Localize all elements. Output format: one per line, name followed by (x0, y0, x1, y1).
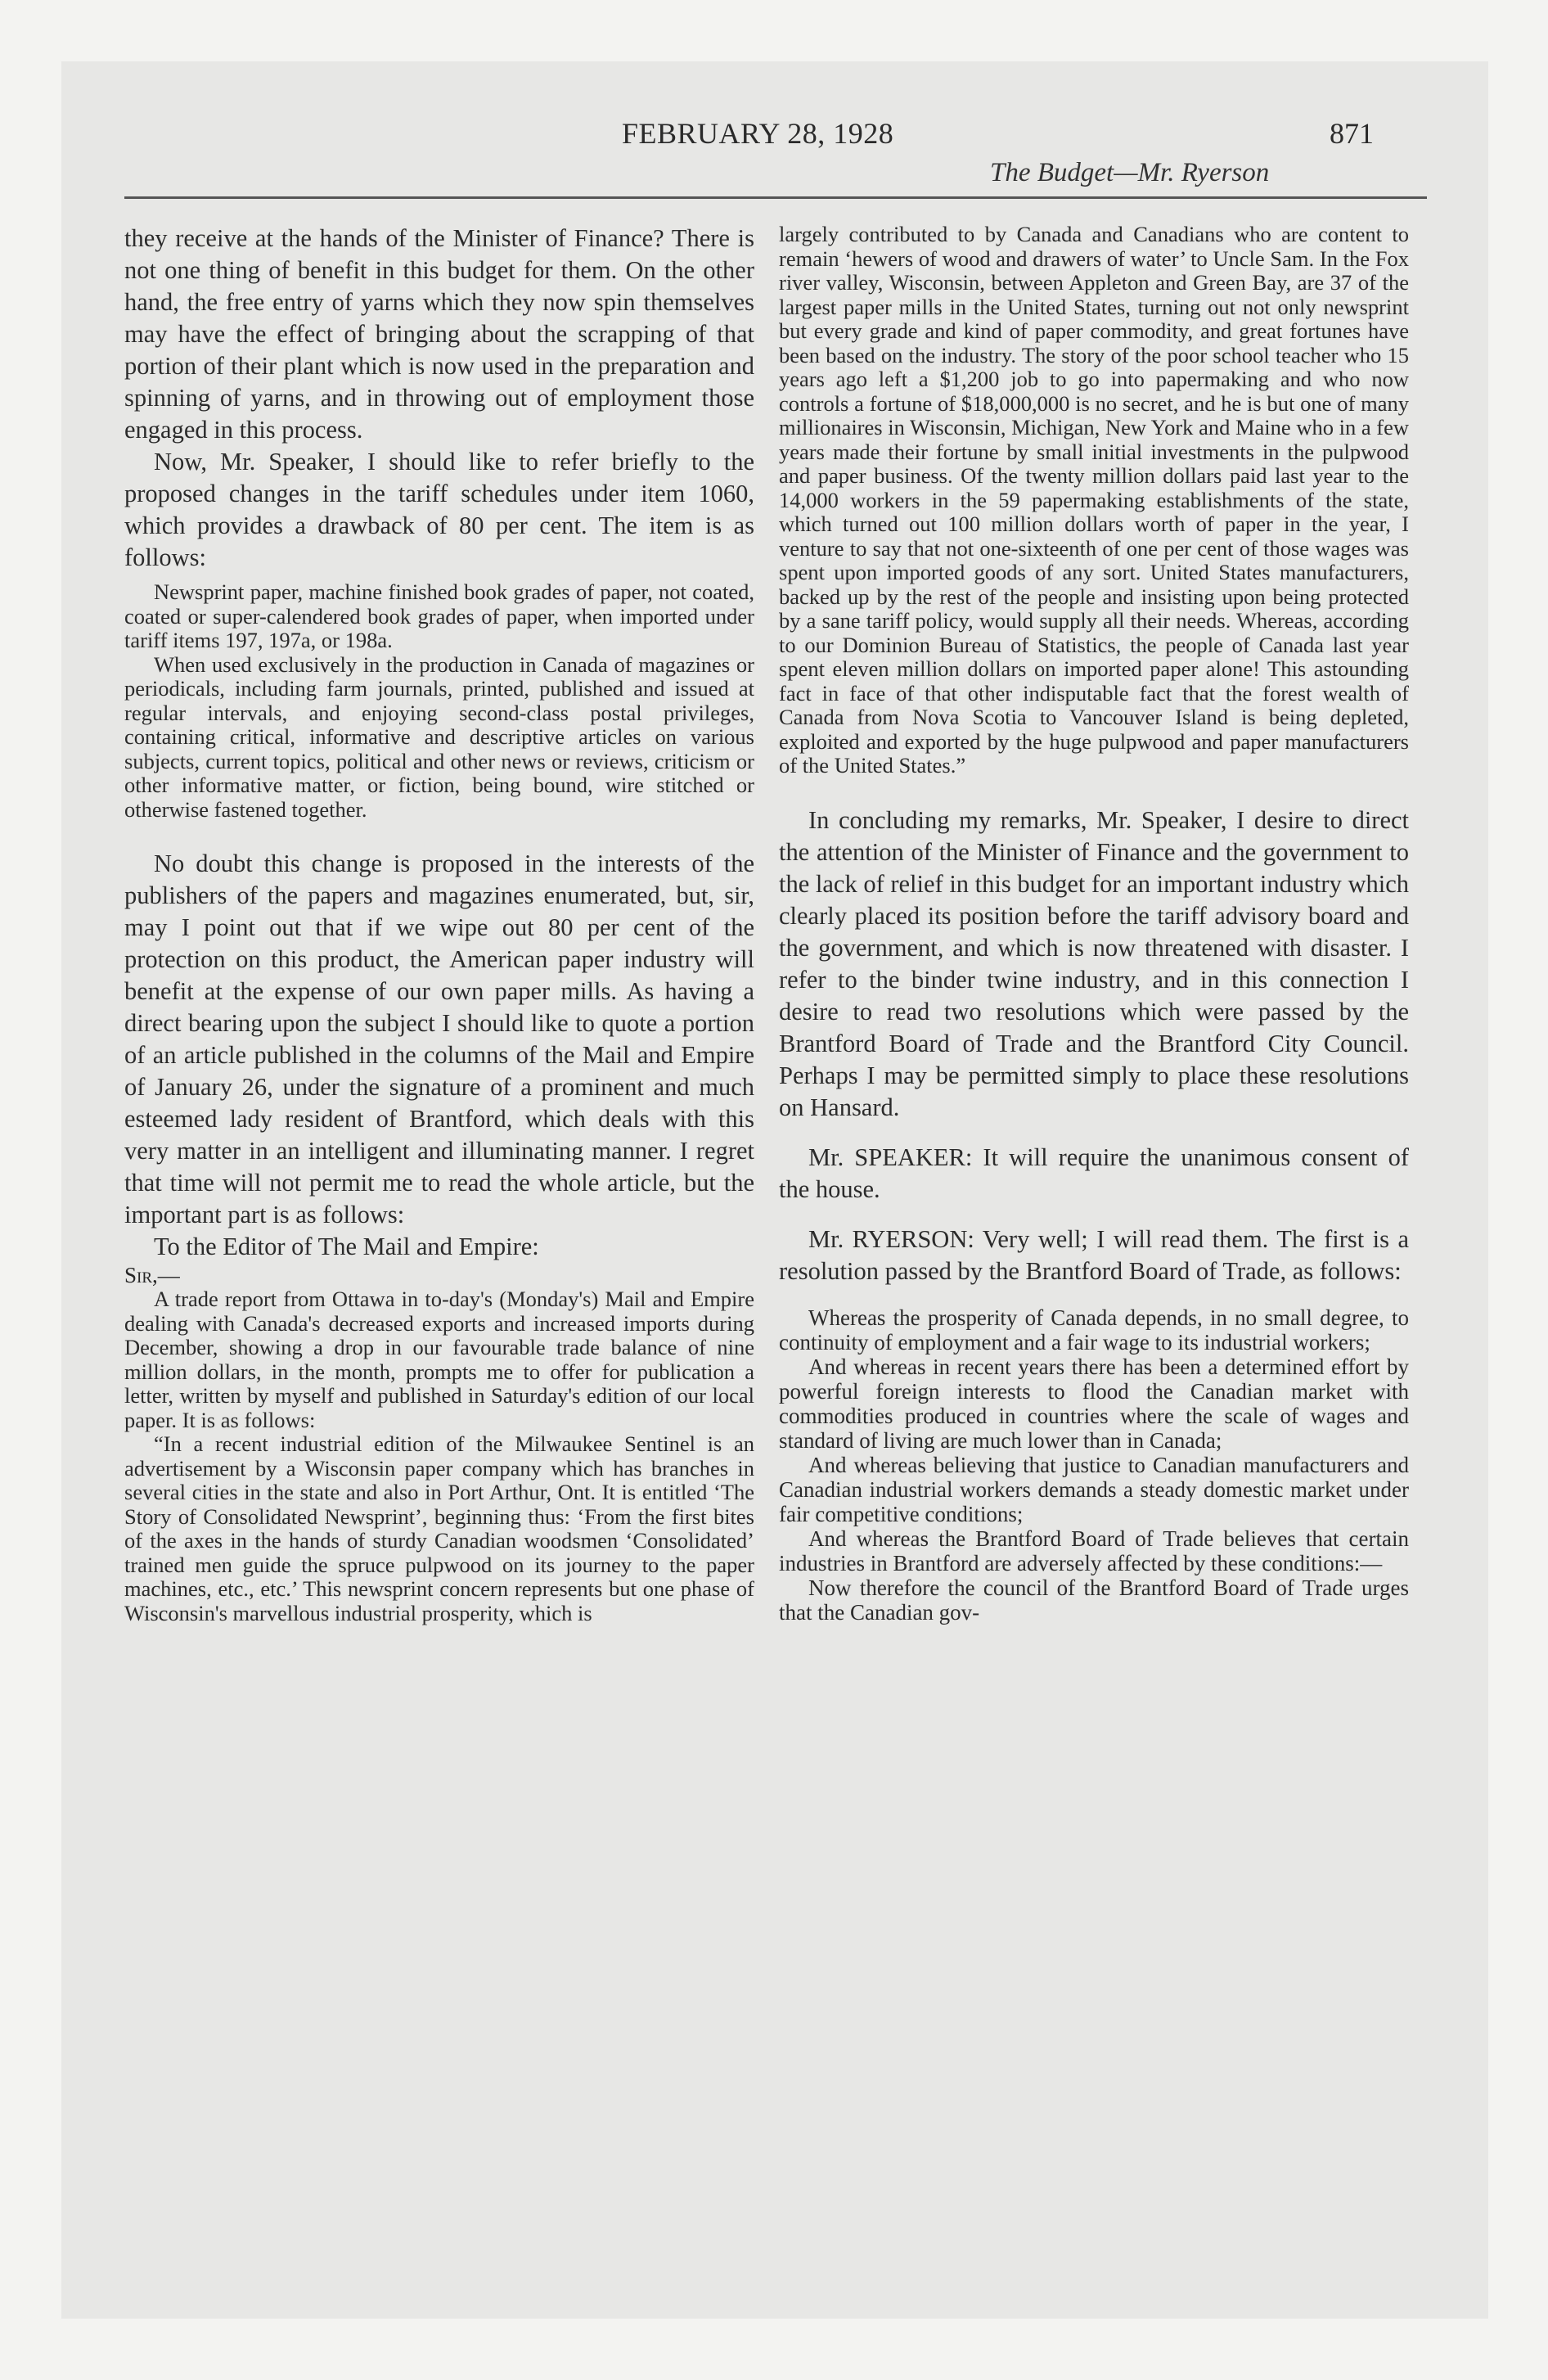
resolution-clause: Whereas the prosperity of Canada depends, in no small degree, to continuity of employment and a fair wage to its industrial workers; (779, 1305, 1409, 1355)
paragraph: In concluding my remarks, Mr. Speaker, I desire to direct the attention of the Minister of Finance and the government to the lack of relief in this budget for an important industry which clearly placed its position before the tariff advisory board and the government, and which is now threatened with disaster. I refer to the binder twine industry, and in this connection I desire to read two resolutions which were passed by the Brantford Board of Trade and the Brantford City Council. Perhaps I may be permitted simply to place these resolutions on Hansard. (779, 805, 1409, 1121)
resolution-clause: And whereas in recent years there has been a determined effort by powerful foreign interests to flood the Canadian market with commodities produced in countries where the scale of wages and standard of living are much lower than in Canada; (779, 1354, 1409, 1453)
ryerson-remark: Mr. RYERSON: Very well; I will read them. The first is a resolution passed by the Brantford Board of Trade, as follows: (779, 1224, 1409, 1285)
running-subtitle: The Budget—Mr. Ryerson (990, 158, 1270, 187)
page-number: 871 (1330, 117, 1374, 150)
letter-paragraph: largely contributed to by Canada and Canadians who are content to remain ‘hewers of wood and drawers of water’ to Uncle Sam. In the Fox river valley, Wisconsin, between Appleton and Green Bay, are 37 of the largest paper mills in the United States, turning out not only newsprint but every grade and kind of paper commodity, and great fortunes have been based on the industry. The story of the poor school teacher who 15 years ago left a $1,200 job to go into papermaking and who now controls a fortune of $18,000,000 is no secret, and he is but one of many millionaires in Wisconsin, Michigan, New York and Maine who in a few years made their fortune by small initial investments in the pulpwood and paper business. Of the twenty million dollars paid last year to the 14,000 workers in the 59 papermaking establishments of the state, which turned out 100 million dollars worth of paper in the year, I venture to say that not one-sixteenth of one per cent of those wages was spent upon imported goods of any sort. United States manufacturers, backed up by the rest of the people and insisting upon being protected by a sane tariff policy, would supply all their needs. Whereas, according to our Dominion Bureau of Statistics, the people of Canada last year spent eleven million dollars on imported paper alone! This astounding fact in face of that other indisputable fact that the forest wealth of Canada from Nova Scotia to Vancouver Island is being depleted, exploited and exported by the huge pulpwood and paper manufacturers of the United States.” (779, 223, 1409, 778)
letter-salutation: Sir,— (124, 1263, 180, 1287)
left-column (124, 223, 754, 2301)
speaker-remark: Mr. SPEAKER: It will require the unanimous consent of the house. (779, 1143, 1409, 1203)
right-column (779, 223, 1409, 2301)
paragraph: Now, Mr. Speaker, I should like to refer briefly to the proposed changes in the tariff schedules under item 1060, which provides a drawback of 80 per cent. The item is as follows: (124, 448, 754, 571)
header-rule (124, 196, 1427, 199)
resolution-clause: And whereas the Brantford Board of Trade believes that certain industries in Brantford are adversely affected by these conditions:— (779, 1526, 1409, 1575)
page-date: FEBRUARY 28, 1928 (622, 117, 894, 150)
letter-address: To the Editor of The Mail and Empire: (154, 1233, 539, 1260)
resolution-clause: And whereas believing that justice to Canadian manufacturers and Canadian industrial workers demands a steady domestic market under fair competitive conditions; (779, 1452, 1409, 1526)
resolution-clause: Now therefore the council of the Brantford Board of Trade urges that the Canadian gov- (779, 1575, 1409, 1625)
letter-paragraph: A trade report from Ottawa in to-day's (Monday's) Mail and Empire dealing with Canada's decreased exports and increased imports during December, showing a drop in our favourable trade balance of nine million dollars, in the month, prompts me to offer for publication a letter, written by myself and published in Saturday's edition of our local paper. It is as follows: (124, 1287, 754, 1432)
letter-paragraph: “In a recent industrial edition of the Milwaukee Sentinel is an advertisement by a Wisconsin paper company which has branches in several cities in the state and also in Port Arthur, Ont. It is entitled ‘The Story of Consolidated Newsprint’, beginning thus: ‘From the first bites of the axes in the hands of sturdy Canadian woodsmen ‘Consolidated’ trained men guide the spruce pulpwood on its journey to the paper machines, etc., etc.’ This newsprint concern represents but one phase of Wisconsin's marvellous industrial prosperity, which is (124, 1431, 754, 1625)
paragraph: No doubt this change is proposed in the interests of the publishers of the papers and magazines enumerated, but, sir, may I point out that if we wipe out 80 per cent of the protection on this product, the American paper industry will benefit at the expense of our own paper mills. As having a direct bearing upon the subject I should like to quote a portion of an article published in the columns of the Mail and Empire of January 26, under the signature of a prominent and much esteemed lady resident of Brantford, which deals with this very matter in an intelligent and illuminating manner. I regret that time will not permit me to read the whole article, but the important part is as follows: (124, 850, 754, 1228)
tariff-quote: When used exclusively in the production in Canada of magazines or periodicals, including farm journals, printed, published and issued at regular intervals, and enjoying second-class postal privileges, containing critical, informative and descriptive articles on various subjects, current topics, political and other news or reviews, criticism or other informative matter, or fiction, being bound, wire stitched or otherwise fastened together. (124, 651, 754, 822)
paragraph: they receive at the hands of the Minister of Finance? There is not one thing of benefit in this budget for them. On the other hand, the free entry of yarns which they now spin themselves may have the effect of bringing about the scrapping of that portion of their plant which is now used in the preparation and spinning of yarns, and in throwing out of employment those engaged in this process. (124, 224, 754, 444)
tariff-quote: Newsprint paper, machine finished book grades of paper, not coated, coated or super-calendered book grades of paper, when imported under tariff items 197, 197a, or 198a. (124, 579, 754, 652)
